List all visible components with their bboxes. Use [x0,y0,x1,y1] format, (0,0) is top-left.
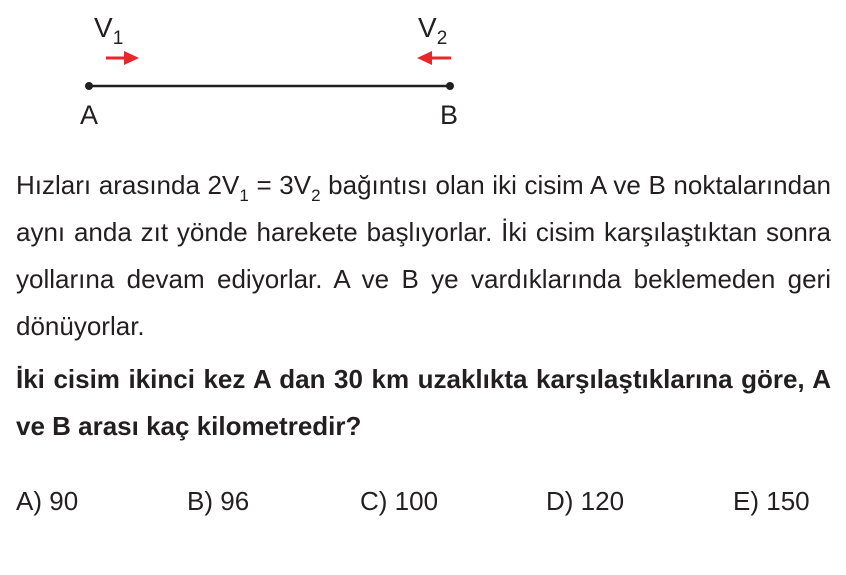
arrow-right-icon [106,51,139,65]
velocity-1-subscript: 1 [112,28,124,49]
motion-diagram [0,0,846,140]
option-c-value: 100 [394,486,439,516]
point-a-label: A [80,100,99,130]
velocity-2-label [418,12,447,49]
problem-text-before: Hızları arasında 2V [16,170,240,200]
option-a[interactable] [16,481,78,521]
option-d-letter: D) [546,486,574,516]
option-d[interactable] [546,481,624,521]
velocity-2-symbol: V [418,12,437,43]
option-b[interactable] [187,481,249,521]
option-d-value: 120 [580,486,625,516]
velocity-2-subscript: 2 [436,28,448,49]
point-a-dot [85,82,93,90]
point-b-dot [446,82,454,90]
arrow-left-icon [417,51,451,65]
problem-subscript-1: 1 [239,186,249,205]
point-b-label: B [440,100,459,130]
option-b-letter: B) [187,486,213,516]
question-statement: İki cisim ikinci kez A dan 30 km uzaklıkta karşılaştıklarına göre, A ve B arası kaç kilometredir? [16,364,831,441]
problem-subscript-2: 2 [311,186,321,205]
option-b-value: 96 [220,486,250,516]
option-e-value: 150 [766,486,810,516]
problem-statement [16,162,831,350]
problem-text-middle: = 3V [248,170,312,200]
option-c-letter: C) [360,486,388,516]
problem-text-after: bağıntısı olan iki cisim A ve B noktalarından aynı anda zıt yönde harekete başlıyorlar. İki cisim karşılaştıktan sonra yollarına devam ediyorlar. A ve B ye vardıklarında beklemeden geri dönüyorlar. [16,170,831,341]
answer-options [16,481,831,521]
velocity-1-symbol: V [94,12,113,43]
option-e[interactable] [733,481,810,521]
velocity-1-label [94,12,123,49]
option-a-letter: A) [16,486,42,516]
option-c[interactable] [360,481,438,521]
option-a-value: 90 [49,486,79,516]
option-e-letter: E) [733,486,759,516]
